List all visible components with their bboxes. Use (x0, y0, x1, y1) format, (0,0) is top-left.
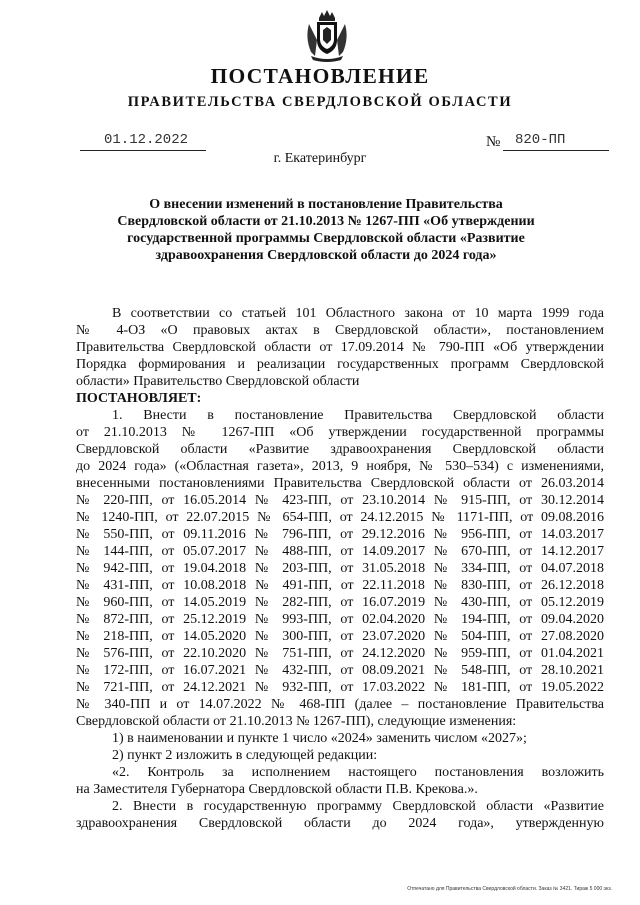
body-line: Свердловской области от 21.10.2013 № 1267-ПП), следующие изменения: (76, 714, 517, 729)
body-line: № 550-ПП, от 09.11.2016 № 796-ПП, от 29.12.2016 № 956-ПП, от 14.03.2017 (76, 527, 604, 542)
body-line: № 431-ПП, от 10.08.2018 № 491-ПП, от 22.11.2018 № 830-ПП, от 26.12.2018 (76, 578, 604, 593)
number-field (503, 132, 609, 151)
body-line: 1) в наименовании и пункте 1 число «2024» заменить числом «2027»; (112, 731, 527, 746)
body-line: № 172-ПП, от 16.07.2021 № 432-ПП, от 08.09.2021 № 548-ПП, от 28.10.2021 (76, 663, 604, 678)
body-line: Порядка формирования и реализации государственных программ Свердловской (76, 357, 604, 372)
body-line: № 218-ПП, от 14.05.2020 № 300-ПП, от 23.07.2020 № 504-ПП, от 27.08.2020 (76, 629, 604, 644)
act-heading-line: Свердловской области от 21.10.2013 № 1267-ПП «Об утверждении (117, 214, 535, 229)
body-line: 2) пункт 2 изложить в следующей редакции: (112, 748, 378, 763)
body-line: № 872-ПП, от 25.12.2019 № 993-ПП, от 02.04.2020 № 194-ПП, от 09.04.2020 (76, 612, 604, 627)
body-line: № 942-ПП, от 19.04.2018 № 203-ПП, от 31.05.2018 № 334-ПП, от 04.07.2018 (76, 561, 604, 576)
city-line: г. Екатеринбург (273, 151, 367, 166)
body-line: № 340-ПП и от 14.07.2022 № 468-ПП (далее – постановление Правительства (76, 697, 604, 712)
body-line: В соответствии со статьей 101 Областного закона от 10 марта 1999 года (112, 306, 604, 321)
print-imprint-note: Отпечатано для Правительства Свердловской области. Заказ № 3421. Тираж 5 000 экз. (407, 886, 612, 892)
body-line: № 220-ПП, от 16.05.2014 № 423-ПП, от 23.10.2014 № 915-ПП, от 30.12.2014 (76, 493, 604, 508)
document-title: ПОСТАНОВЛЕНИЕ (210, 64, 430, 88)
act-heading-line: государственной программы Свердловской области «Развитие (127, 231, 525, 246)
body-line: 1. Внести в постановление Правительства Свердловской области (112, 408, 604, 423)
body-line: здравоохранения Свердловской области до 2024 года», утвержденную (76, 816, 604, 831)
body-line: внесенными постановлениями Правительства Свердловской области от 26.03.2014 (76, 476, 604, 491)
body-line: области» Правительство Свердловской области (76, 374, 360, 389)
body-line: № 144-ПП, от 05.07.2017 № 488-ПП, от 14.09.2017 № 670-ПП, от 14.12.2017 (76, 544, 604, 559)
body-line: от 21.10.2013 № 1267-ПП «Об утверждении государственной программы (76, 425, 604, 440)
resolves-heading: ПОСТАНОВЛЯЕТ: (76, 391, 202, 406)
number-label: № (486, 134, 501, 150)
body-line: Правительства Свердловской области от 17.09.2014 № 790-ПП «Об утверждении (76, 340, 604, 355)
body-line: 2. Внести в государственную программу Свердловской области «Развитие (112, 799, 604, 814)
body-line: № 576-ПП, от 22.10.2020 № 751-ПП, от 24.12.2020 № 959-ПП, от 01.04.2021 (76, 646, 604, 661)
date-value: 01.12.2022 (104, 132, 189, 148)
act-heading-line: здравоохранения Свердловской области до 2024 года» (155, 248, 497, 263)
body-line: № 721-ПП, от 24.12.2021 № 932-ПП, от 17.03.2022 № 181-ПП, от 19.05.2022 (76, 680, 604, 695)
body-line: до 2024 года» («Областная газета», 2013, 9 ноября, № 530–534) с изменениями, (76, 459, 604, 474)
act-heading (100, 196, 552, 264)
body-line: «2. Контроль за исполнением настоящего постановления возложить (112, 765, 604, 780)
body-line: № 4-ОЗ «О правовых актах в Свердловской области», постановлением (76, 323, 604, 338)
body-line: № 1240-ПП, от 22.07.2015 № 654-ПП, от 24.12.2015 № 1171-ПП, от 09.08.2016 (76, 510, 604, 525)
body-line: на Заместителя Губернатора Свердловской области П.В. Крекова.». (76, 782, 478, 797)
date-field (80, 132, 206, 151)
act-heading-line: О внесении изменений в постановление Правительства (149, 197, 503, 212)
document-subtitle: ПРАВИТЕЛЬСТВА СВЕРДЛОВСКОЙ ОБЛАСТИ (127, 94, 513, 110)
number-value: 820-ПП (515, 132, 566, 148)
body-line: № 960-ПП, от 14.05.2019 № 282-ПП, от 16.07.2019 № 430-ПП, от 05.12.2019 (76, 595, 604, 610)
body-line: Свердловской области «Развитие здравоохранения Свердловской области (76, 442, 604, 457)
coat-of-arms-icon (305, 10, 349, 62)
